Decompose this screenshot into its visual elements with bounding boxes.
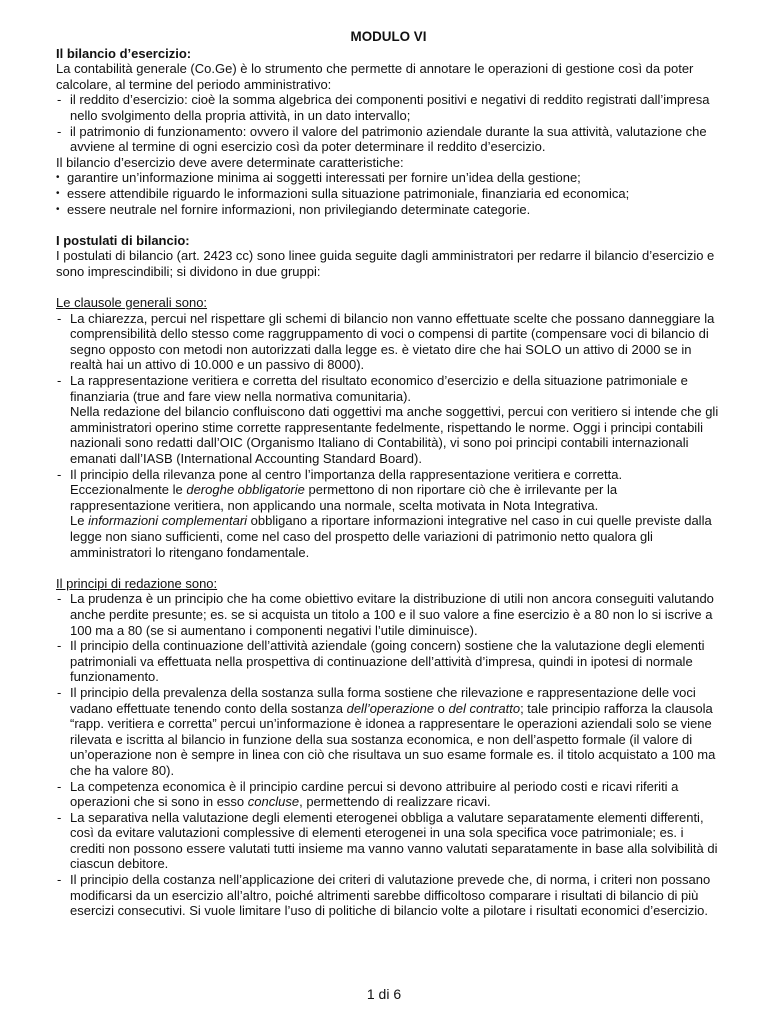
page-content [56,29,721,919]
paragraph: I postulati di bilancio (art. 2423 cc) sono linee guida seguite dagli amministratori per redarre il bilancio d’esercizio e sono imprescindibili; si dividono in due gruppi: [56,248,715,279]
list-item-text: , permettendo di realizzare ricavi. [299,794,491,810]
list-item: - Il principio della costanza nell’applicazione dei criteri di valutazione prevede che, di norma, i criteri non possano modificarsi da un esercizio all’altro, poiché altrimenti sarebbe difficoltoso comparare i risultati di bilancio di più esercizi consecutivi. Si vuole limitare l’uso di politiche di bilancio volte a pilotare i risultati economici d’esercizio. [56,872,721,919]
emphasis-text: del contratto [448,700,521,716]
page-number: 1 di 6 [366,986,402,1002]
list-item-text: obbligano a riportare informazioni integrative nel caso in cui quelle previste dalla legge non siano sufficienti, come nel caso del prospetto delle variazioni di patrimonio netto qualora gli amministratori lo ritengano fondamentale. [70,513,712,560]
list-item-text: Eccezionalmente le [70,482,187,498]
list-item-text: Il principio della rilevanza pone al centro l’importanza della rappresentazione veritiera e corretta. [70,466,623,482]
list-item: - Il principio della continuazione dell’attività aziendale (going concern) sostiene che la valutazione degli elementi patrimoniali va effettuata nella prospettiva di continuazione dell’attività d’impresa, quindi in ipotesi di normale funzionamento. [56,638,721,685]
list-item: - il reddito d’esercizio: cioè la somma algebrica dei componenti positivi e negativi di reddito registrati dall’impresa nello svolgimento della propria attività, in un dato intervallo; [56,92,721,123]
section-heading-postulati: I postulati di bilancio: [56,232,190,248]
list-item: - La prudenza è un principio che ha come obiettivo evitare la distribuzione di utili non ancora conseguiti valutando anche perdite presunte; es. se si acquista un titolo a 100 e il suo valore a fine esercizio è a 80 non lo si iscrive a 100 ma a 80 (se si aumentano i componenti negativi l’utile diminuisce). [56,591,721,638]
list-item: - La separativa nella valutazione degli elementi eterogenei obbliga a valutare separatamente elementi differenti, così da evitare valutazioni complessive di elementi eterogenei in una sola specifica voce patrimoniale; es. i crediti non possono essere valutati tutti insieme ma vanno vanno valutati separatamente in base alla solvibilità di ciascun debitore. [56,810,721,872]
emphasis-text: informazioni complementari [88,513,248,529]
paragraph: La contabilità generale (Co.Ge) è lo strumento che permette di annotare le operazioni di gestione così da poter calcolare, al termine del periodo amministrativo: [56,61,694,92]
list-item: • essere attendibile riguardo le informazioni sulla situazione patrimoniale, finanziaria ed economica; [56,186,721,202]
list-item: • garantire un’informazione minima ai soggetti interessati per fornire un’idea della gestione; [56,170,721,186]
bullet-list [56,591,721,918]
emphasis-text: deroghe obbligatorie [186,482,305,498]
list-item [56,779,721,810]
list-item-text: Le [70,513,89,529]
emphasis-text: concluse [247,794,300,810]
subsection-heading-clausole: Le clausole generali sono: [56,295,208,311]
list-item [56,373,721,467]
list-item [56,467,721,561]
bullet-list [56,170,721,217]
list-item-text: Nella redazione del bilancio confluiscono dati oggettivi ma anche soggettivi, percui con veritiero si intende che gli amministratori operino stime corrette rappresentante fedelmente, rispettando le norme. Oggi i principi contabili nazionali sono redatti dall’OIC (Organismo Italiano di Contabilità), vi sono poi principi contabili internazionali emanati dall’IASB (International Accounting Standard Board). [70,404,719,467]
list-item-text: La rappresentazione veritiera e corretta del risultato economico d’esercizio e della situazione patrimoniale e finanziaria (true and fare view nella normativa comunitaria). [70,373,688,404]
list-item-text: ; tale principio rafforza la clausola “rapp. veritiera e corretta” percui un’informazione è idonea a rappresentare le operazioni aziendali solo se viene rilevata e iscritta al bilancio in funzione della sua sostanza economica, e non dell’aspetto formale (il valore di un’operazione non è sempre in linea con ciò che risultava un suo esame formale es. il titolo acquistato a 100 ma che ha valore 80). [70,700,716,778]
list-item-text: permettono di non riportare ciò che è irrilevante per la rappresentazione veritiera, non applicando una normale, scelta motivata in Nota Integrativa. [70,482,618,513]
list-item [56,685,721,779]
section-heading-bilancio: Il bilancio d’esercizio: [56,45,192,61]
bullet-list [56,92,721,154]
paragraph: Il bilancio d’esercizio deve avere determinate caratteristiche: [56,154,404,170]
emphasis-text: dell’operazione [346,700,435,716]
bullet-list [56,311,721,561]
list-item-text: Il principio della prevalenza della sostanza sulla forma sostiene che rilevazione e rappresentazione delle voci vadano effettuate tenendo conto della sostanza [70,684,696,716]
list-item: • essere neutrale nel fornire informazioni, non privilegiando determinate categorie. [56,202,721,218]
list-item-text: La competenza economica è il principio cardine percui si devono attribuire al periodo costi e ricavi riferiti a operazioni che si sono in esso [70,778,679,810]
list-item: - il patrimonio di funzionamento: ovvero il valore del patrimonio aziendale durante la sua attività, valutazione che avviene al termine di ogni esercizio così da poter determinare il reddito d’esercizio. [56,124,721,155]
list-item: - La chiarezza, percui nel rispettare gli schemi di bilancio non vanno effettuate scelte che possano danneggiare la comprensibilità dello stesso come raggruppamento di voci o compensi di partite (compensare voci di bilancio di segno opposto con metodi non autorizzati dalla legge es. è vietato dire che hai SOLO un attivo di 2000 se in realtà hai un attivo di 10.000 e un passivo di 8000). [56,311,721,373]
page-title: MODULO VI [350,29,427,44]
list-item-text: o [434,700,449,716]
subsection-heading-principi: Il principi di redazione sono: [56,575,218,591]
